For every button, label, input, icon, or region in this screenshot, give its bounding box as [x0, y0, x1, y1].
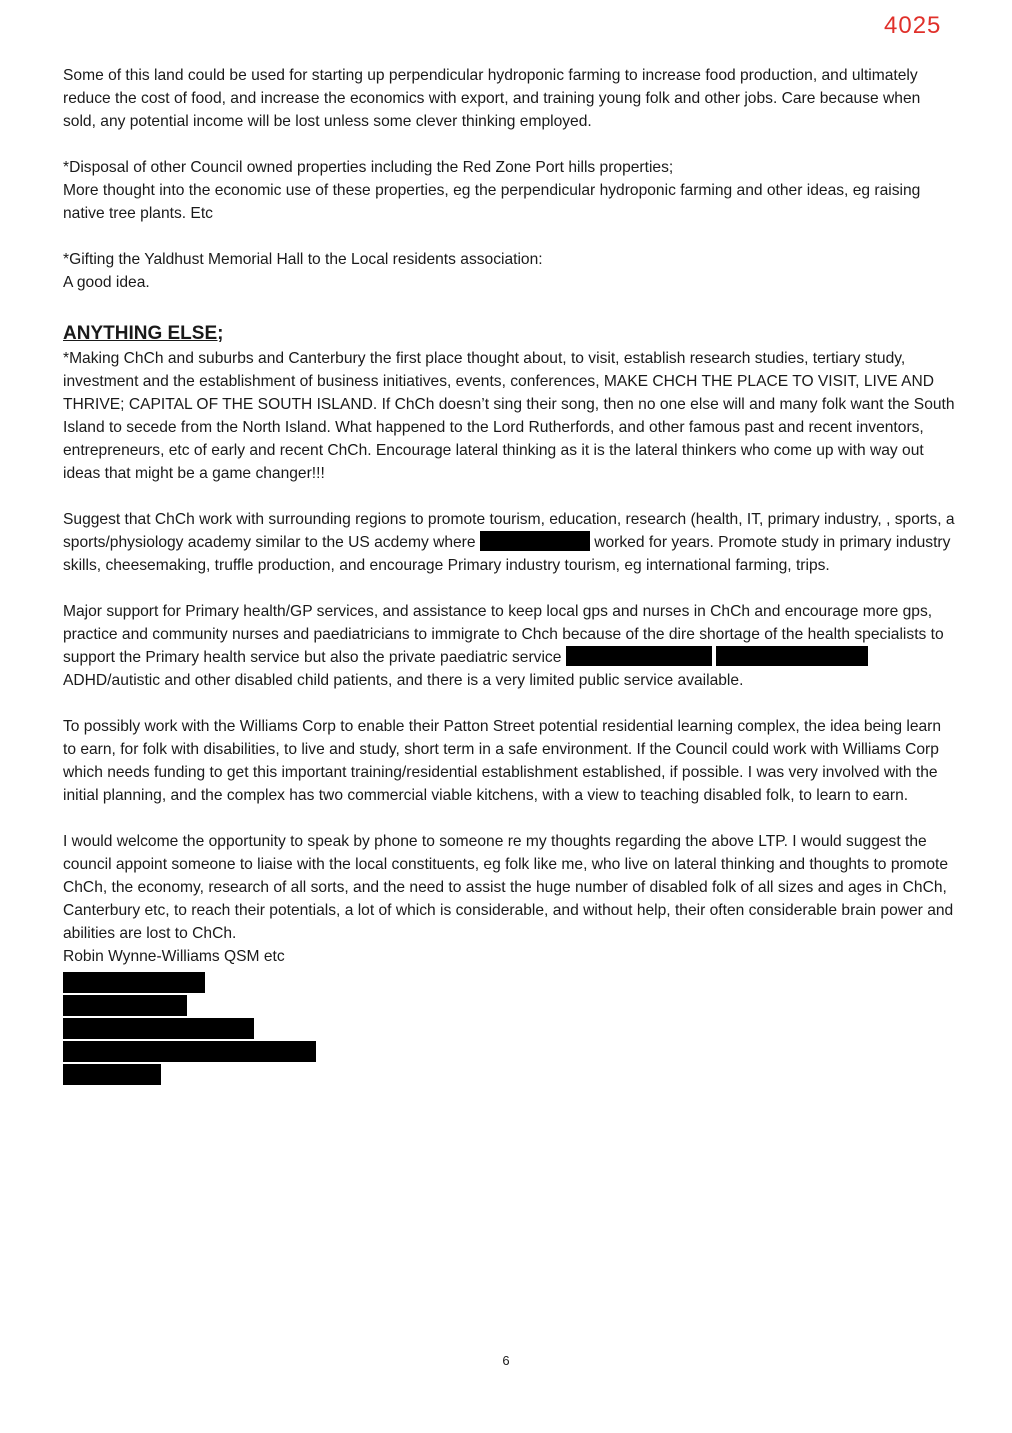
- health-text-end: ADHD/autistic and other disabled child patients, and there is a very limited public service available.: [63, 672, 744, 689]
- document-id-number: 4025: [884, 12, 942, 39]
- page-number: 6: [502, 1353, 510, 1368]
- document-body: [63, 64, 955, 1087]
- section-heading-anything-else: ANYTHING ELSE;: [63, 323, 224, 344]
- redaction-bar: [63, 1064, 161, 1085]
- memorial-hall-heading: *Gifting the Yaldhust Memorial Hall to the Local residents association:: [63, 251, 543, 268]
- redaction-bar: [716, 646, 868, 666]
- disposal-heading: *Disposal of other Council owned properties including the Red Zone Port hills properties;: [63, 159, 674, 176]
- redacted-contact-block: [63, 972, 955, 1085]
- signature-name: Robin Wynne-Williams QSM etc: [63, 948, 285, 965]
- paragraph-regional-collaboration: [63, 508, 955, 577]
- redaction-bar: [566, 646, 712, 666]
- paragraph-primary-health: [63, 600, 955, 692]
- collaboration-text-start: Suggest that ChCh work with surrounding regions to promote tourism, education, research (health, IT, primary industry, , sports, a sports/physiology academy similar to the US acdemy where: [63, 511, 955, 551]
- disposal-comment: More thought into the economic use of these properties, eg the perpendicular hydroponic farming and other ideas, eg raising native tree plants. Etc: [63, 182, 921, 222]
- paragraph-disposal-properties: [63, 156, 955, 225]
- redaction-bar: [63, 995, 187, 1016]
- health-text-start: Major support for Primary health/GP services, and assistance to keep local gps and nurses in ChCh and encourage more gps, practice and community nurses and paediatricians to immigrate to Chch because of the dire shortage of the health specialists to support the Primary health service but also the private paediatric service: [63, 603, 944, 666]
- redaction-bar: [480, 531, 590, 551]
- redaction-bar: [63, 972, 205, 993]
- memorial-hall-comment: A good idea.: [63, 274, 150, 291]
- collaboration-text-end: worked for years. Promote study in primary industry skills, cheesemaking, truffle production, and encourage Primary industry tourism, eg international farming, trips.: [63, 534, 951, 574]
- paragraph-williams-corp: To possibly work with the Williams Corp to enable their Patton Street potential residential learning complex, the idea being learn to earn, for folk with disabilities, to live and study, short term in a safe environment. If the Council could work with Williams Corp which needs funding to get this important training/residential establishment established, if possible. I was very involved with the initial planning, and the complex has two commercial viable kitchens, with a view to teaching disabled folk, to learn to earn.: [63, 718, 942, 804]
- redaction-bar: [63, 1041, 316, 1062]
- paragraph-memorial-hall: [63, 248, 955, 294]
- paragraph-promote-chch: *Making ChCh and suburbs and Canterbury the first place thought about, to visit, establish research studies, tertiary study, investment and the establishment of business initiatives, events, conferences, MAKE CHCH THE PLACE TO VISIT, LIVE AND THRIVE; CAPITAL OF THE SOUTH ISLAND. If ChCh doesn’t sing their song, then no one else will and many folk want the South Island to secede from the North Island. What happened to the Lord Rutherfords, and other famous past and recent inventors, entrepreneurs, etc of early and recent ChCh. Encourage lateral thinking as it is the lateral thinkers who come up with way out ideas that might be a game changer!!!: [63, 350, 955, 482]
- paragraph-land-use: Some of this land could be used for starting up perpendicular hydroponic farming to increase food production, and ultimately reduce the cost of food, and increase the economics with export, and training young folk and other jobs. Care because when sold, any potential income will be lost unless some clever thinking employed.: [63, 67, 921, 130]
- redaction-bar: [63, 1018, 254, 1039]
- paragraph-closing: I would welcome the opportunity to speak by phone to someone re my thoughts regarding the above LTP. I would suggest the council appoint someone to liaise with the local constituents, eg folk like me, who live on lateral thinking and thoughts to promote ChCh, the economy, research of all sorts, and the need to assist the huge number of disabled folk of all sizes and ages in ChCh, Canterbury etc, to reach their potentials, a lot of which is considerable, and without help, their often considerable brain power and abilities are lost to ChCh.: [63, 833, 954, 942]
